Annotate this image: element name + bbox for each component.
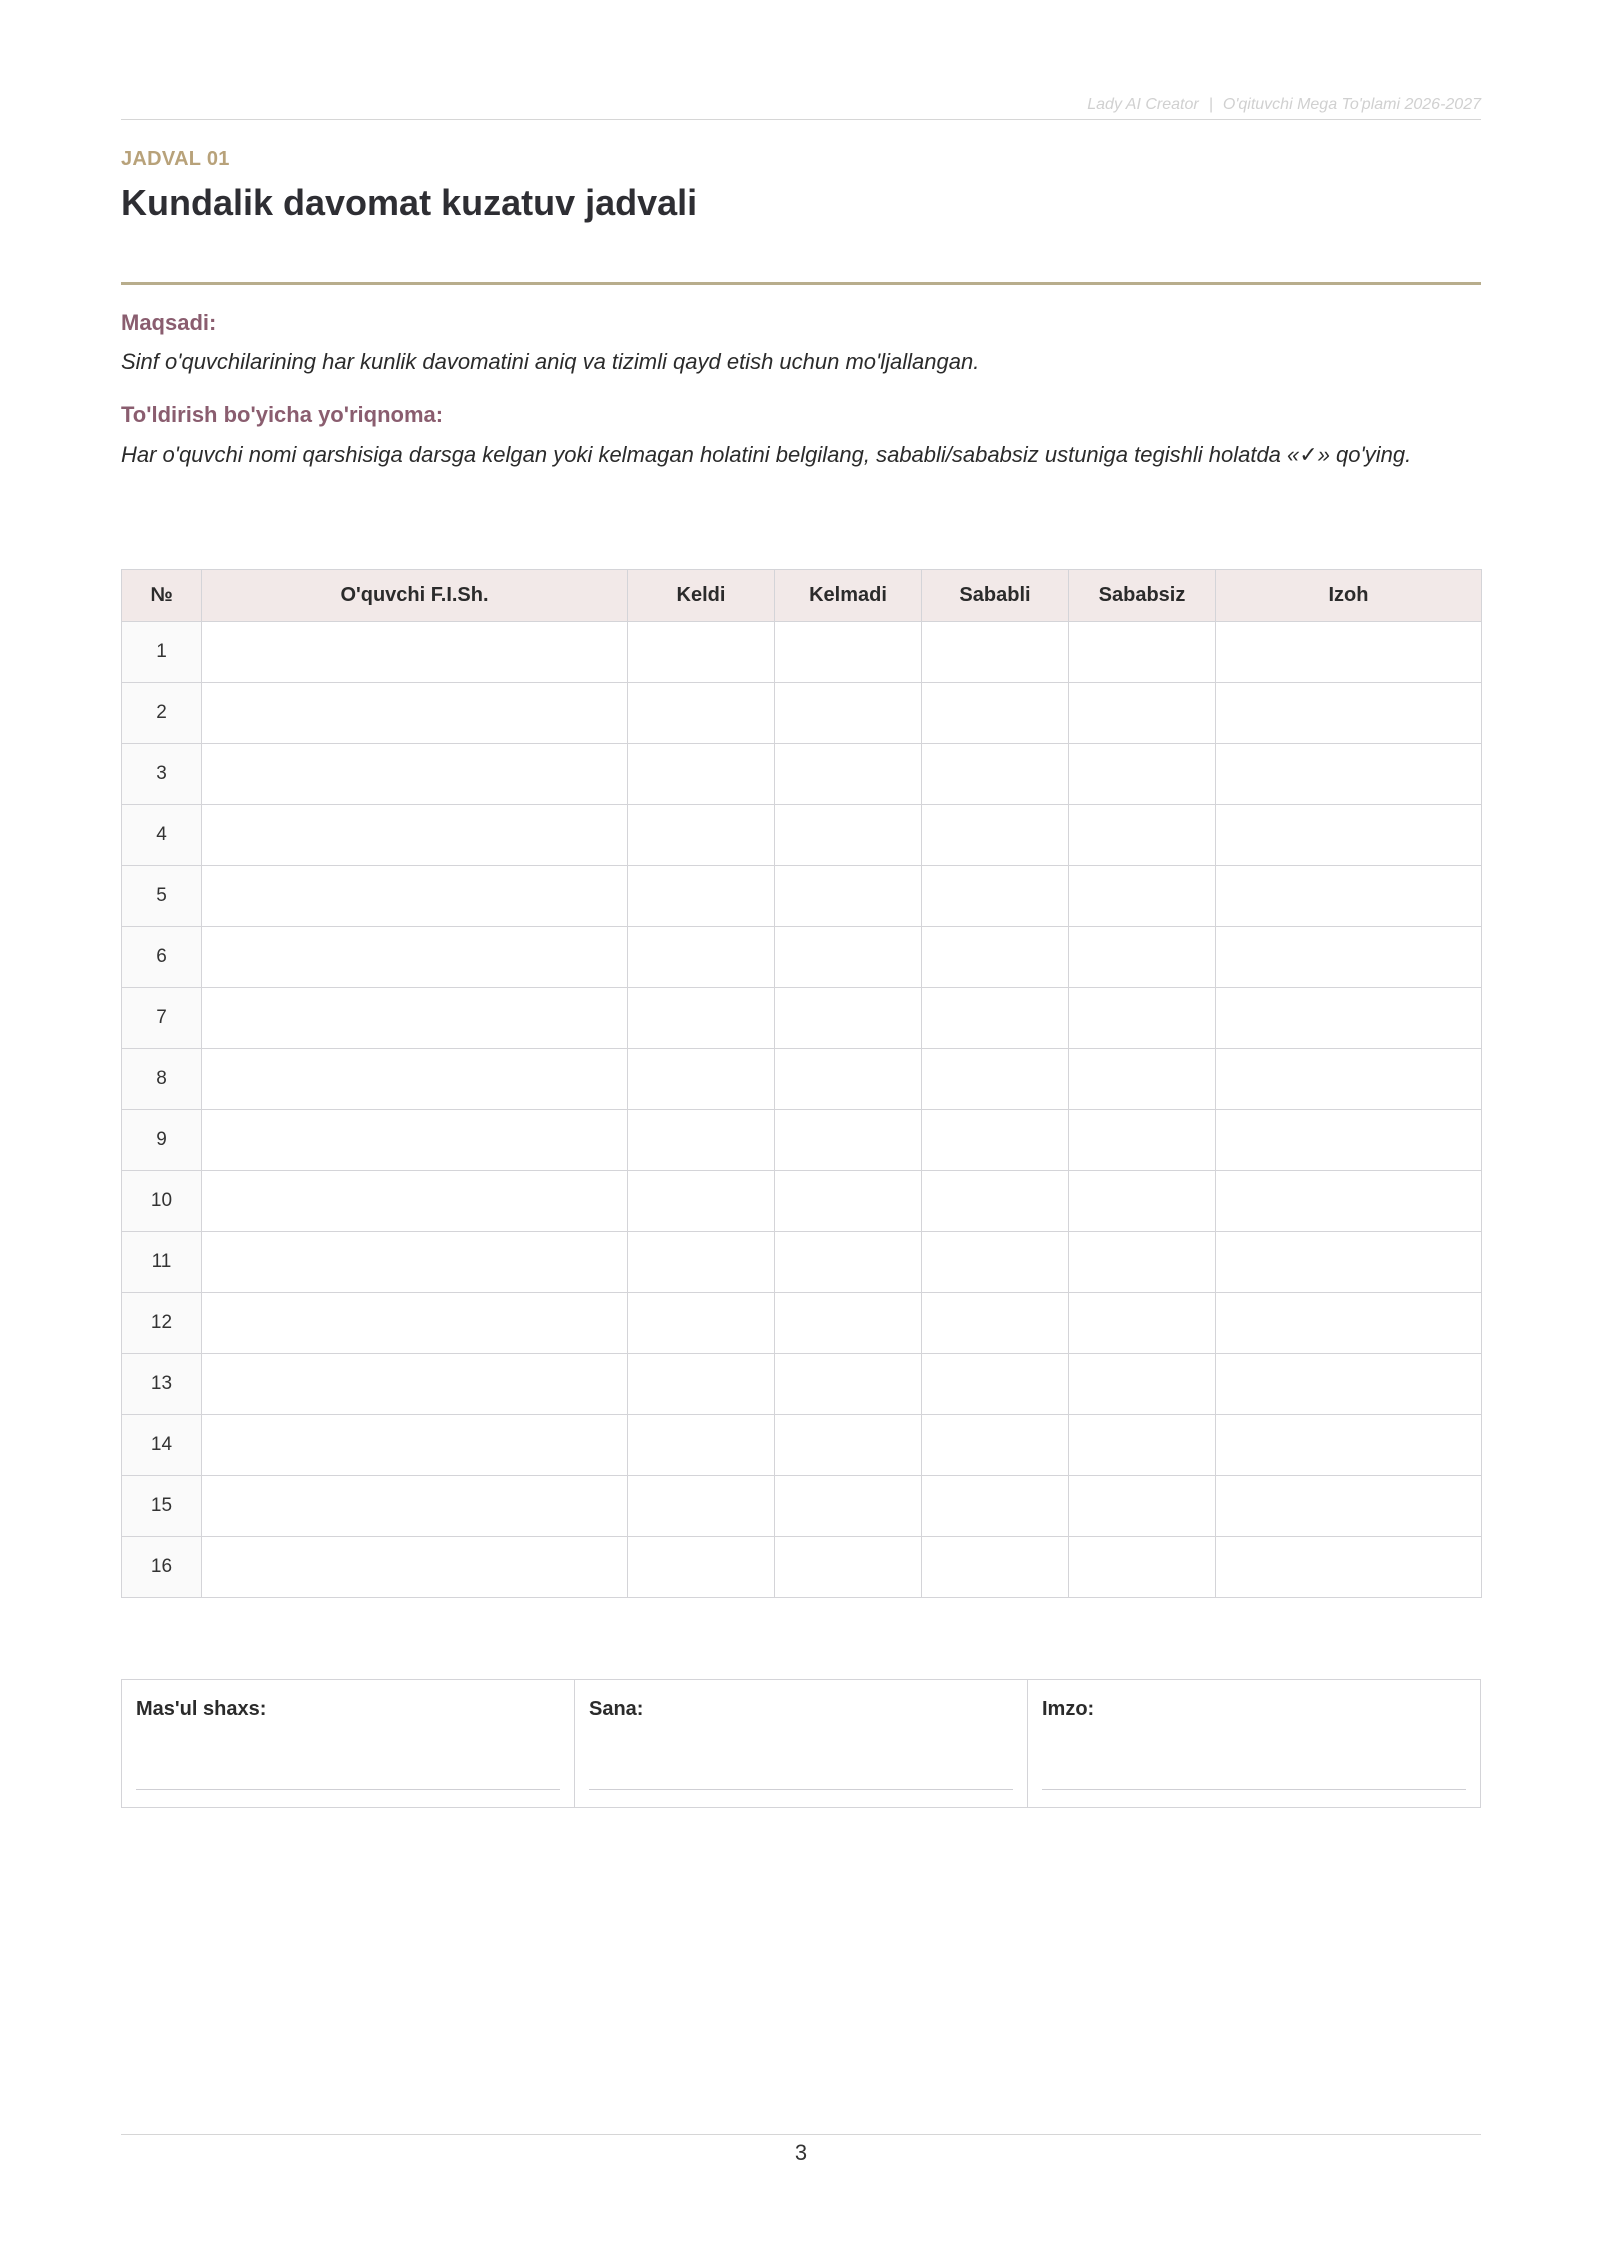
row-number-cell: 5	[122, 866, 202, 927]
excused-cell[interactable]	[922, 1537, 1069, 1598]
student-name-cell[interactable]	[202, 1232, 628, 1293]
absent-cell[interactable]	[775, 805, 922, 866]
absent-cell[interactable]	[775, 988, 922, 1049]
present-cell[interactable]	[628, 1049, 775, 1110]
comment-cell[interactable]	[1216, 1537, 1482, 1598]
table-row	[122, 744, 1482, 805]
student-name-cell[interactable]	[202, 744, 628, 805]
unexcused-cell[interactable]	[1069, 988, 1216, 1049]
table-row	[122, 1537, 1482, 1598]
table-row	[122, 805, 1482, 866]
absent-cell[interactable]	[775, 1110, 922, 1171]
student-name-cell[interactable]	[202, 1171, 628, 1232]
present-cell[interactable]	[628, 1171, 775, 1232]
attendance-table-body	[122, 622, 1482, 1598]
comment-cell[interactable]	[1216, 1049, 1482, 1110]
signature-block	[121, 1679, 1481, 1808]
column-header-present: Keldi	[628, 570, 775, 622]
absent-cell[interactable]	[775, 1354, 922, 1415]
excused-cell[interactable]	[922, 1232, 1069, 1293]
table-row	[122, 622, 1482, 683]
responsible-label: Mas'ul shaxs:	[136, 1698, 267, 1720]
excused-cell[interactable]	[922, 1354, 1069, 1415]
student-name-cell[interactable]	[202, 866, 628, 927]
signature-cell[interactable]	[1028, 1680, 1481, 1808]
student-name-cell[interactable]	[202, 1049, 628, 1110]
comment-cell[interactable]	[1216, 1354, 1482, 1415]
column-header-absent: Kelmadi	[775, 570, 922, 622]
purpose-label: Maqsadi:	[121, 310, 217, 335]
comment-cell[interactable]	[1216, 1476, 1482, 1537]
unexcused-cell[interactable]	[1069, 866, 1216, 927]
absent-cell[interactable]	[775, 1232, 922, 1293]
present-cell[interactable]	[628, 927, 775, 988]
comment-cell[interactable]	[1216, 1232, 1482, 1293]
unexcused-cell[interactable]	[1069, 1537, 1216, 1598]
present-cell[interactable]	[628, 1476, 775, 1537]
table-row	[122, 866, 1482, 927]
table-row	[122, 683, 1482, 744]
excused-cell[interactable]	[922, 1415, 1069, 1476]
row-number-cell: 11	[122, 1232, 202, 1293]
column-header-number: №	[122, 570, 202, 622]
comment-cell[interactable]	[1216, 683, 1482, 744]
row-number-cell: 7	[122, 988, 202, 1049]
excused-cell[interactable]	[922, 988, 1069, 1049]
row-number-cell: 12	[122, 1293, 202, 1354]
responsible-line	[136, 1789, 560, 1790]
document-page	[121, 0, 1481, 2262]
present-cell[interactable]	[628, 622, 775, 683]
row-number-cell: 4	[122, 805, 202, 866]
row-number-cell: 15	[122, 1476, 202, 1537]
column-header-comment: Izoh	[1216, 570, 1482, 622]
row-number-cell: 2	[122, 683, 202, 744]
absent-cell[interactable]	[775, 927, 922, 988]
unexcused-cell[interactable]	[1069, 927, 1216, 988]
header-author: Lady AI Creator	[1087, 96, 1199, 113]
excused-cell[interactable]	[922, 1110, 1069, 1171]
column-header-unexcused: Sababsiz	[1069, 570, 1216, 622]
attendance-table	[121, 569, 1482, 1598]
comment-cell[interactable]	[1216, 1171, 1482, 1232]
present-cell[interactable]	[628, 988, 775, 1049]
date-label: Sana:	[589, 1698, 644, 1720]
absent-cell[interactable]	[775, 1476, 922, 1537]
excused-cell[interactable]	[922, 927, 1069, 988]
table-row	[122, 1110, 1482, 1171]
student-name-cell[interactable]	[202, 1293, 628, 1354]
unexcused-cell[interactable]	[1069, 1415, 1216, 1476]
present-cell[interactable]	[628, 744, 775, 805]
unexcused-cell[interactable]	[1069, 1476, 1216, 1537]
absent-cell[interactable]	[775, 866, 922, 927]
date-line	[589, 1789, 1013, 1790]
comment-cell[interactable]	[1216, 744, 1482, 805]
student-name-cell[interactable]	[202, 1354, 628, 1415]
absent-cell[interactable]	[775, 683, 922, 744]
purpose-text: Sinf o'quvchilarining har kunlik davomatini aniq va tizimli qayd etish uchun mo'ljallangan.	[121, 349, 980, 374]
unexcused-cell[interactable]	[1069, 1354, 1216, 1415]
absent-cell[interactable]	[775, 1171, 922, 1232]
present-cell[interactable]	[628, 1415, 775, 1476]
comment-cell[interactable]	[1216, 1293, 1482, 1354]
unexcused-cell[interactable]	[1069, 744, 1216, 805]
present-cell[interactable]	[628, 1110, 775, 1171]
table-header-row	[122, 570, 1482, 622]
excused-cell[interactable]	[922, 622, 1069, 683]
column-header-student-name: O'quvchi F.I.Sh.	[202, 570, 628, 622]
page-number: 3	[794, 2140, 808, 2165]
student-name-cell[interactable]	[202, 622, 628, 683]
running-header	[121, 96, 1481, 120]
present-cell[interactable]	[628, 866, 775, 927]
comment-cell[interactable]	[1216, 988, 1482, 1049]
present-cell[interactable]	[628, 1537, 775, 1598]
signature-label: Imzo:	[1042, 1698, 1095, 1720]
row-number-cell: 1	[122, 622, 202, 683]
row-number-cell: 9	[122, 1110, 202, 1171]
student-name-cell[interactable]	[202, 1476, 628, 1537]
unexcused-cell[interactable]	[1069, 1232, 1216, 1293]
absent-cell[interactable]	[775, 744, 922, 805]
student-name-cell[interactable]	[202, 805, 628, 866]
excused-cell[interactable]	[922, 1171, 1069, 1232]
row-number-cell: 3	[122, 744, 202, 805]
table-row	[122, 1476, 1482, 1537]
table-row	[122, 1049, 1482, 1110]
table-row	[122, 1293, 1482, 1354]
absent-cell[interactable]	[775, 1049, 922, 1110]
unexcused-cell[interactable]	[1069, 805, 1216, 866]
signature-line	[1042, 1789, 1466, 1790]
unexcused-cell[interactable]	[1069, 1293, 1216, 1354]
present-cell[interactable]	[628, 1293, 775, 1354]
absent-cell[interactable]	[775, 1293, 922, 1354]
title-divider	[121, 282, 1481, 285]
present-cell[interactable]	[628, 805, 775, 866]
table-row	[122, 1171, 1482, 1232]
excused-cell[interactable]	[922, 744, 1069, 805]
comment-cell[interactable]	[1216, 805, 1482, 866]
unexcused-cell[interactable]	[1069, 1049, 1216, 1110]
student-name-cell[interactable]	[202, 1110, 628, 1171]
unexcused-cell[interactable]	[1069, 1110, 1216, 1171]
excused-cell[interactable]	[922, 1476, 1069, 1537]
row-number-cell: 10	[122, 1171, 202, 1232]
absent-cell[interactable]	[775, 1537, 922, 1598]
student-name-cell[interactable]	[202, 1537, 628, 1598]
date-cell[interactable]	[575, 1680, 1028, 1808]
table-row	[122, 988, 1482, 1049]
student-name-cell[interactable]	[202, 1415, 628, 1476]
comment-cell[interactable]	[1216, 1415, 1482, 1476]
instructions-label: To'ldirish bo'yicha yo'riqnoma:	[121, 402, 444, 427]
comment-cell[interactable]	[1216, 927, 1482, 988]
excused-cell[interactable]	[922, 866, 1069, 927]
page-title: Kundalik davomat kuzatuv jadvali	[121, 182, 698, 223]
absent-cell[interactable]	[775, 622, 922, 683]
absent-cell[interactable]	[775, 1415, 922, 1476]
table-row	[122, 1415, 1482, 1476]
header-collection: O'qituvchi Mega To'plami 2026-2027	[1222, 96, 1481, 113]
excused-cell[interactable]	[922, 1293, 1069, 1354]
column-header-excused: Sababli	[922, 570, 1069, 622]
table-row	[122, 1354, 1482, 1415]
excused-cell[interactable]	[922, 683, 1069, 744]
unexcused-cell[interactable]	[1069, 622, 1216, 683]
row-number-cell: 16	[122, 1537, 202, 1598]
footer-divider	[121, 2134, 1481, 2135]
excused-cell[interactable]	[922, 805, 1069, 866]
comment-cell[interactable]	[1216, 866, 1482, 927]
unexcused-cell[interactable]	[1069, 1171, 1216, 1232]
row-number-cell: 14	[122, 1415, 202, 1476]
student-name-cell[interactable]	[202, 988, 628, 1049]
row-number-cell: 13	[122, 1354, 202, 1415]
header-separator: |	[1208, 96, 1213, 113]
present-cell[interactable]	[628, 1232, 775, 1293]
table-row	[122, 1232, 1482, 1293]
row-number-cell: 6	[122, 927, 202, 988]
instructions-text: Har o'quvchi nomi qarshisiga darsga kelgan yoki kelmagan holatini belgilang, sababli/sababsiz ustuniga tegishli holatda «✓» qo'ying.	[121, 442, 1412, 467]
excused-cell[interactable]	[922, 1049, 1069, 1110]
student-name-cell[interactable]	[202, 927, 628, 988]
table-row	[122, 927, 1482, 988]
student-name-cell[interactable]	[202, 683, 628, 744]
responsible-cell[interactable]	[122, 1680, 575, 1808]
table-kicker: JADVAL 01	[121, 148, 230, 170]
signature-row	[122, 1680, 1481, 1808]
comment-cell[interactable]	[1216, 622, 1482, 683]
present-cell[interactable]	[628, 1354, 775, 1415]
unexcused-cell[interactable]	[1069, 683, 1216, 744]
comment-cell[interactable]	[1216, 1110, 1482, 1171]
row-number-cell: 8	[122, 1049, 202, 1110]
present-cell[interactable]	[628, 683, 775, 744]
